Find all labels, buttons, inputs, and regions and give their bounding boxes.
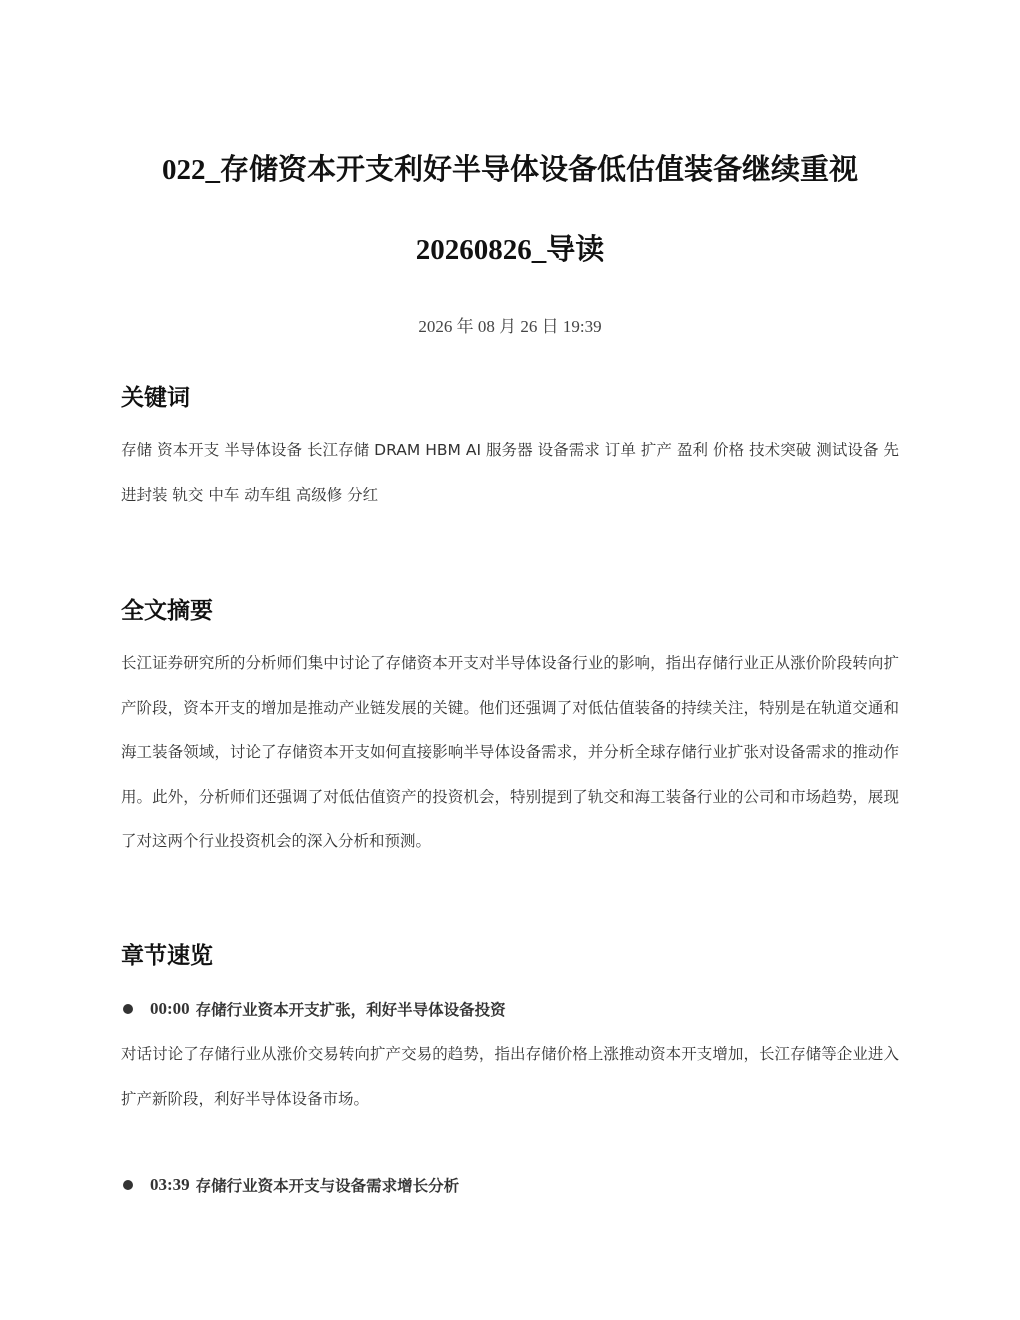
chapter-item bbox=[121, 998, 506, 1020]
document-title-line2: 20260826_导读 bbox=[415, 234, 605, 266]
keywords-heading: 关键词 bbox=[121, 385, 190, 411]
summary-heading: 全文摘要 bbox=[121, 598, 213, 624]
chapter-title: 存储行业资本开支扩张，利好半导体设备投资 bbox=[195, 1001, 506, 1019]
chapter-timestamp: 03:39 bbox=[150, 1175, 190, 1194]
document-date: 2026 年 08 月 26 日 19:39 bbox=[418, 317, 602, 336]
chapter-timestamp: 00:00 bbox=[150, 999, 190, 1018]
chapter-item bbox=[121, 1174, 459, 1196]
chapters-heading: 章节速览 bbox=[121, 943, 213, 969]
summary-text: 长江证券研究所的分析师们集中讨论了存储资本开支对半导体设备行业的影响，指出存储行业正从涨价阶段转向扩产阶段，资本开支的增加是推动产业链发展的关键。他们还强调了对低估值装备的持续关注，特别是在轨道交通和海工装备领域，讨论了存储资本开支如何直接影响半导体设备需求，并分析全球存储行业扩张对设备需求的推动作用。此外，分析师们还强调了对低估值资产的投资机会，特别提到了轨交和海工装备行业的公司和市场趋势，展现了对这两个行业投资机会的深入分析和预测。 bbox=[121, 654, 899, 850]
chapter-title: 存储行业资本开支与设备需求增长分析 bbox=[195, 1177, 460, 1195]
bullet-dot-icon bbox=[123, 1180, 133, 1190]
chapter-description: 对话讨论了存储行业从涨价交易转向扩产交易的趋势，指出存储价格上涨推动资本开支增加，长江存储等企业进入扩产新阶段，利好半导体设备市场。 bbox=[121, 1045, 899, 1108]
bullet-dot-icon bbox=[123, 1004, 133, 1014]
document-title-line1: 022_存储资本开支利好半导体设备低估值装备继续重视 bbox=[161, 154, 858, 186]
keywords-text: 存储 资本开支 半导体设备 长江存储 DRAM HBM AI 服务器 设备需求 订单 扩产 盈利 价格 技术突破 测试设备 先进封装 轨交 中车 动车组 高级修 分红 bbox=[121, 441, 899, 504]
